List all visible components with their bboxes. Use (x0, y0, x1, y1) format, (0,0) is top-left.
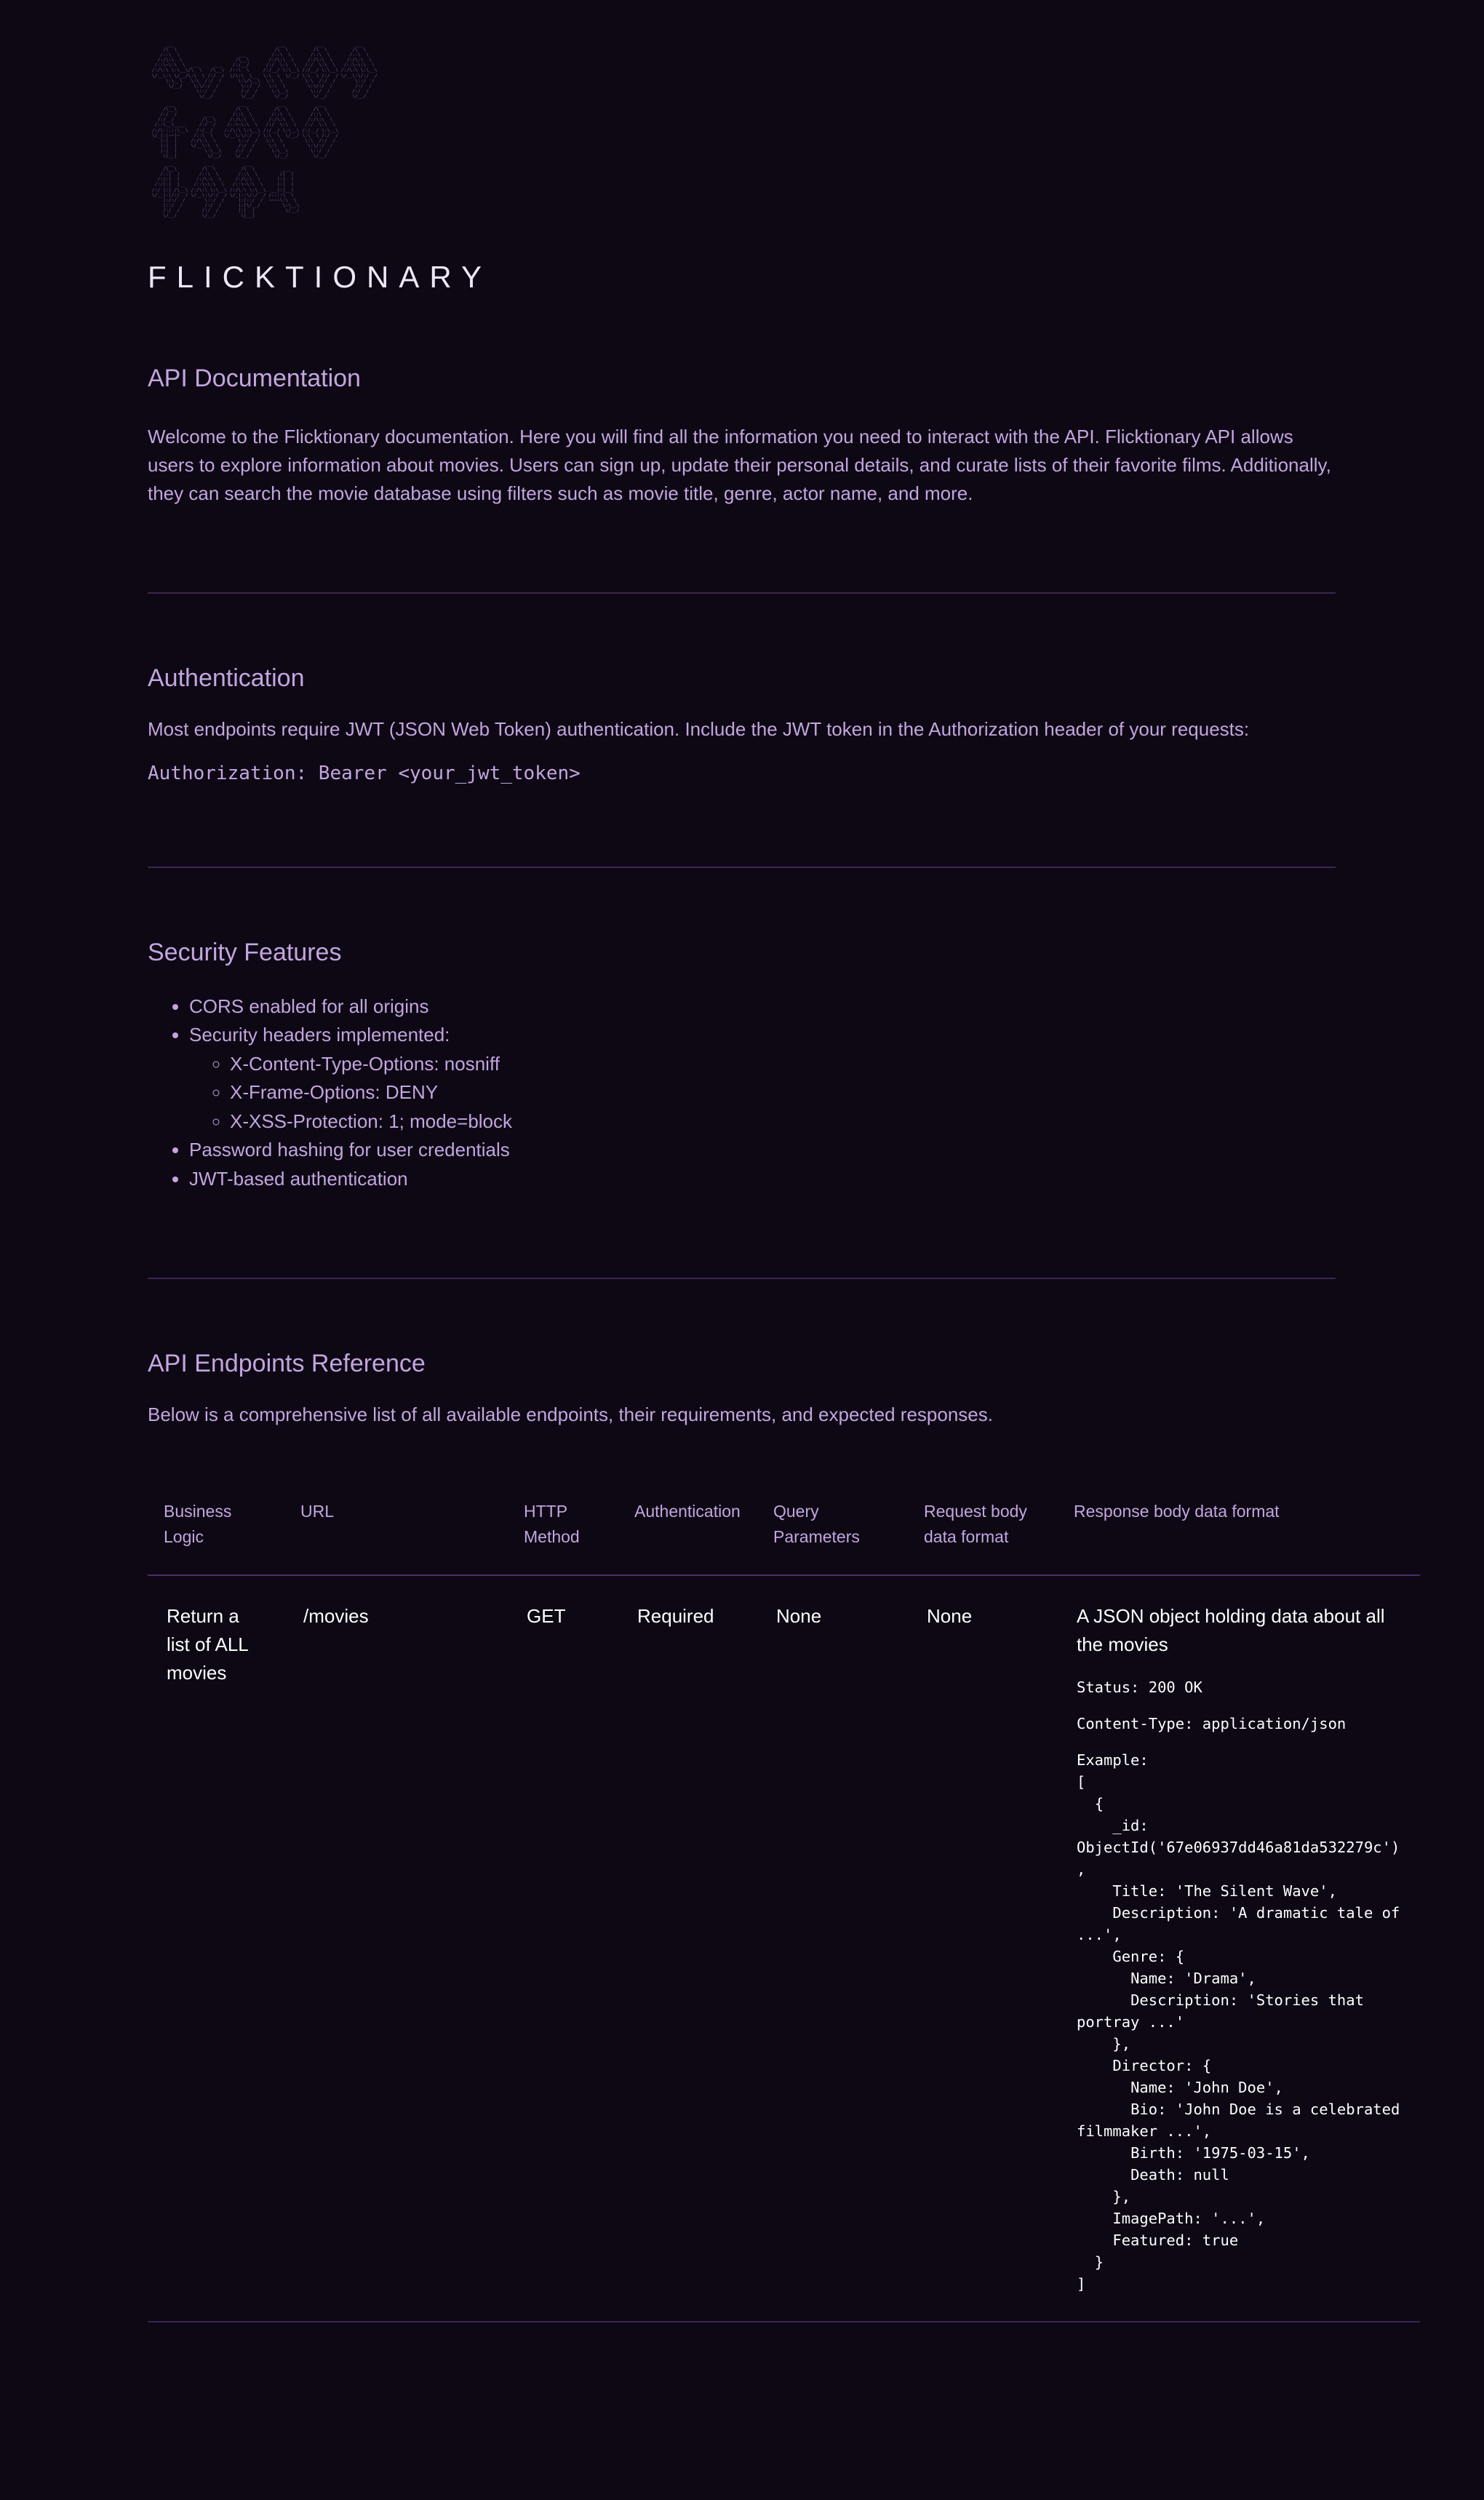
cell-business-logic: Return a list of ALL movies (148, 1575, 284, 2322)
column-header-business-logic: Business Logic (148, 1487, 284, 1575)
list-item-label: JWT-based authentication (189, 1167, 408, 1190)
intro-paragraph: Welcome to the Flicktionary documentation. Here you will find all the information you need to interact with the API. Flicktionary API allows users to explore information about movies. Users can sign up, update their personal details, and curate lists of their favorite films. Additionally, they can search the movie database using filters such as movie title, genre, actor name, and more. (148, 425, 1331, 504)
sublist-item: ◦ X-Frame-Options: DENY (230, 1078, 1336, 1107)
security-headers-sublist (189, 1050, 1336, 1136)
response-content-type: Content-Type: application/json (1077, 1714, 1347, 1732)
brand-title: FLICKTIONARY (148, 260, 492, 295)
cell-http-method: GET (508, 1575, 618, 2322)
list-item (189, 1021, 1336, 1136)
list-item (189, 1165, 1336, 1194)
ascii-logo-block-3: ___ ___ ___ /\__\ /\ \ /\ \ ___ /::| | /::\ \ /::\ \ /| | /:|:| | /:/\:\ \ /:/\:\ \ |:| | /:/|:| |__ /::\~\:\ \ /::\~\:\ \ |:| | /:/ |:| /\__\ /:/\:\ \:\__\ /:/\:\ \:\__\ __|:|__| \/__|:|/:/ / \/__\:\/:/ / \/_|::\/:/ / /::::\ \ |:/:/ / \::/ / |:|::/ / ~~~~\:\ \ |::/ / /:/ / |:|\/__/ \:\__\ /:/ / /:/ / |:| | \/__/ \/__/ \/__/ \|__| (151, 162, 300, 218)
column-header-authentication: Authentication (618, 1487, 757, 1575)
cell-authentication: Required (618, 1575, 757, 2322)
intro-section (148, 364, 1336, 508)
endpoints-section (148, 1349, 1400, 2322)
authentication-section (148, 664, 1336, 785)
divider (148, 1278, 1336, 1279)
table-header-row (148, 1487, 1420, 1575)
sublist-item: ◦ X-Content-Type-Options: nosniff (230, 1050, 1336, 1079)
divider (148, 867, 1336, 868)
cell-request-body: None (908, 1575, 1058, 2322)
security-features-list (148, 992, 1336, 1194)
endpoints-intro: Below is a comprehensive list of all available endpoints, their requirements, and expected responses. (148, 1403, 993, 1425)
authentication-heading: Authentication (148, 664, 305, 692)
table-row (148, 1575, 1420, 2322)
endpoints-heading: API Endpoints Reference (148, 1350, 426, 1378)
security-heading: Security Features (148, 938, 342, 966)
intro-heading: API Documentation (148, 365, 361, 393)
authentication-paragraph: Most endpoints require JWT (JSON Web Token) authentication. Include the JWT token in the Authorization header of your requests: (148, 717, 1250, 740)
column-header-request-body: Request body data format (908, 1487, 1058, 1575)
list-item (189, 1136, 1336, 1165)
list-item-label: Security headers implemented: (189, 1024, 450, 1046)
cell-url: /movies (284, 1575, 508, 2322)
ascii-logo-block-2: ___ ___ ___ ___ /\__\ /\ \ /\ \ /\ \ /:/ / ___ /::\ \ /::\ \ /::\ \ /:/__/ /\__\ /:/\:\ \ /:/\:\ \ /:/\:\ \ /::\__\____ /:/ / /::\~\:\ \ /:/ \:\ \ /:/ \:\ \ /:/\:::::\__\ /:/__/ /:/\:\ \:\__\ /:/__/ \:\__\ /:/__/ \:\__\ \/_|:|~~|~ /::\ \ \/__\:\/:/ / \:\ \ \/__/ \:\ \ /:/ / |:| | /:/\:\ \ \::/ / \:\ \ \:\ /:/ / |:| | \/__\:\ \ /:/ / \:\ \ \:\/:/ / |:| | \:\__\ /:/ / \:\__\ \::/ / \|__| \/__/ \/__/ \/__/ \/__/ (151, 102, 339, 159)
cell-query-parameters: None (757, 1575, 908, 2322)
cell-response-body (1058, 1575, 1420, 2322)
list-item-label: Password hashing for user credentials (189, 1139, 510, 1161)
security-section (148, 938, 1336, 1193)
column-header-http-method: HTTP Method (508, 1487, 618, 1575)
ascii-logo-block-1: ___ ___ ___ ___ /\ \ /\ \ /\ \ /\ \ /::\ \ ___ /::\ \ /::\ \ /::\ \ /:/\:\ \ /\__\ /:/\:\ \ /:/\:\ \ /:/\:\ \ /::\~\:\ \ ___ ___ /:/__/ /:/ \:\ \ /:/ \:\ \ /::\~\:\ \ /:/\:\ \:\__\/\ \ /\__\ /::\ \ /:/__/ \:\__\ /:/__/ \:\__\ /:/\:\ \:\__\ \/__\:\ \/__/\:\ \ /:/ / \/\:\ \__ \:\ \ \/__/ \:\ \ /:/ / \/__\:\/:/ / \:\__\ \:\ /:/ / \:\/\__\ \:\ \ \:\ /:/ / \::/ / \/__/ \:\/:/ / \::/ / \:\ \ \:\/:/ / /:/ / \::/ / /:/ / \:\__\ \::/ / /:/ / \/__/ \/__/ \/__/ \/__/ \/__/ (151, 42, 378, 99)
column-header-url: URL (284, 1487, 508, 1575)
authorization-header-example: Authorization: Bearer <your_jwt_token> (148, 762, 581, 784)
list-item (189, 992, 1336, 1022)
column-header-response-body: Response body data format (1058, 1487, 1420, 1575)
ascii-logo (148, 42, 1336, 218)
sublist-item: ◦ X-XSS-Protection: 1; mode=block (230, 1107, 1336, 1136)
response-status: Status: 200 OK (1077, 1678, 1202, 1696)
list-item-label: CORS enabled for all origins (189, 995, 429, 1017)
column-header-query-parameters: Query Parameters (757, 1487, 908, 1575)
response-example: Example: [ { _id: ObjectId('67e06937dd46a81da532279c'), Title: 'The Silent Wave', Description: 'A dramatic tale of ...', Genre: { Name: 'Drama', Description: 'Stories that portray ...' }, Director: { Name: 'John Doe', Bio: 'John Doe is a celebrated filmmaker ...', Birth: '1975-03-15', Death: null }, ImagePath: '...', Featured: true } ] (1077, 1751, 1400, 2293)
endpoints-table (148, 1487, 1420, 2322)
response-description: A JSON object holding data about all the movies (1077, 1604, 1385, 1655)
divider (148, 592, 1336, 594)
